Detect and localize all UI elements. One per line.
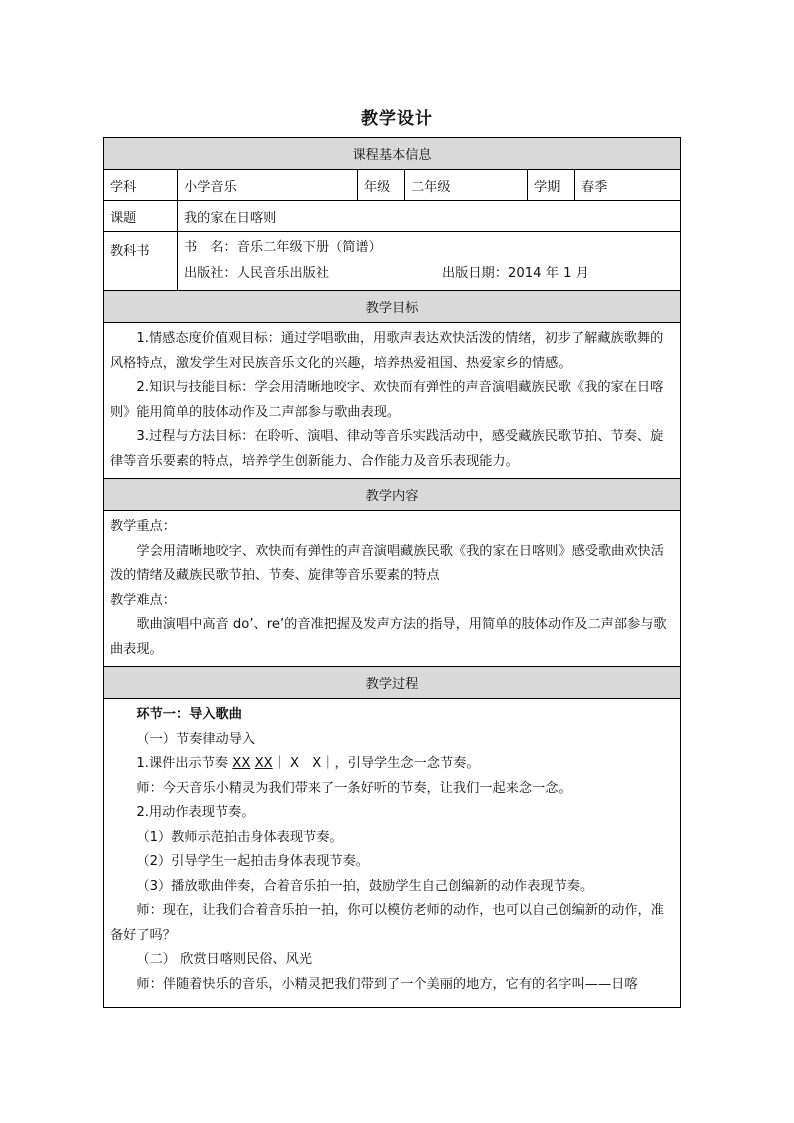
rhythm-mid: ｜ X X｜ [272, 756, 335, 771]
topic-value: 我的家在日喀则 [178, 201, 681, 232]
objectives-header: 教学目标 [104, 291, 681, 323]
rhythm-line [110, 752, 674, 777]
process-text: 师：伴随着快乐的音乐，小精灵把我们带到了一个美丽的地方，它有的名字叫——日喀 [136, 976, 638, 992]
rhythm-post: ，引导学生念一念节奏。 [334, 756, 480, 771]
textbook-row [104, 232, 681, 291]
subject-value: 小学音乐 [178, 170, 358, 201]
term-value: 春季 [575, 170, 681, 201]
process-text: 师：今天音乐小精灵为我们带来了一条好听的节奏，让我们一起来念一念。 [136, 780, 572, 796]
grade-value: 二年级 [405, 170, 528, 201]
rhythm-pre: 1.课件出示节奏 [136, 756, 233, 771]
publisher: 出版社：人民音乐出版社 [184, 266, 330, 281]
sub-heading: （二） 欣赏日喀则民俗、风光 [136, 952, 313, 967]
topic-label: 课题 [104, 201, 178, 232]
process-row [104, 699, 681, 1008]
process-text: （3）播放歌曲伴奏，合着音乐拍一拍，鼓励学生自己创编新的动作表现节奏。 [136, 878, 594, 894]
objective-item: 3.过程与方法目标：在聆听、演唱、律动等音乐实践活动中，感受藏族民歌节拍、节奏、旋律等音乐要素的特点，培养学生创新能力、合作能力及音乐表现能力。 [110, 429, 664, 469]
objective-item: 2.知识与技能目标：学会用清晰地咬字、欢快而有弹性的声音演唱藏族民歌《我的家在日喀则》能用简单的肢体动作及二声部参与歌曲表现。 [110, 380, 664, 420]
sub-heading: （一）节奏律动导入 [136, 731, 256, 747]
subject-label: 学科 [104, 170, 178, 201]
step-heading: 环节一：导入歌曲 [136, 707, 242, 722]
difficulty-text: 歌曲演唱中高音 do’、re’的音准把握及发声方法的指导，用简单的肢体动作及二声部参与歌曲表现。 [110, 617, 667, 657]
content-cell [104, 511, 681, 667]
textbook-label: 教科书 [104, 232, 178, 291]
book-name: 书 名：音乐二年级下册（简谱） [184, 240, 382, 255]
lesson-plan-table [103, 137, 681, 1008]
content-header: 教学内容 [104, 479, 681, 511]
textbook-info [178, 232, 681, 291]
key-point-label: 教学重点： [110, 519, 176, 534]
process-text: （2）引导学生一起拍击身体表现节奏。 [136, 854, 369, 869]
topic-row [104, 201, 681, 232]
grade-label: 年级 [358, 170, 405, 201]
difficulty-label: 教学难点： [110, 592, 176, 608]
publish-date: 出版日期：2014 年 1 月 [442, 266, 589, 281]
objectives-row [104, 323, 681, 479]
process-cell [104, 699, 681, 1008]
section-header-objectives [104, 291, 681, 323]
basic-info-header: 课程基本信息 [104, 138, 681, 170]
content-row [104, 511, 681, 667]
objectives-cell [104, 323, 681, 479]
section-header-basic [104, 138, 681, 170]
section-header-process [104, 667, 681, 699]
page-title: 教学设计 [361, 109, 433, 129]
key-point-text: 学会用清晰地咬字、欢快而有弹性的声音演唱藏族民歌《我的家在日喀则》感受歌曲欢快活泼的情绪及藏族民歌节拍、节奏、旋律等音乐要素的特点 [110, 543, 664, 583]
process-text: （1）教师示范拍击身体表现节奏。 [136, 829, 343, 845]
rhythm-note: XX [254, 756, 273, 771]
basic-info-row [104, 170, 681, 201]
term-label: 学期 [528, 170, 575, 201]
process-header: 教学过程 [104, 667, 681, 699]
process-text: 师：现在，让我们合着音乐拍一拍，你可以模仿老师的动作，也可以自己创编新的动作，准备好了吗？ [110, 903, 664, 943]
process-text: 2.用动作表现节奏。 [136, 805, 255, 820]
objective-item: 1.情感态度价值观目标：通过学唱歌曲，用歌声表达欢快活泼的情绪，初步了解藏族歌舞的风格特点，激发学生对民族音乐文化的兴趣，培养热爱祖国、热爱家乡的情感。 [110, 331, 664, 371]
section-header-content [104, 479, 681, 511]
rhythm-note: XX [232, 756, 251, 771]
